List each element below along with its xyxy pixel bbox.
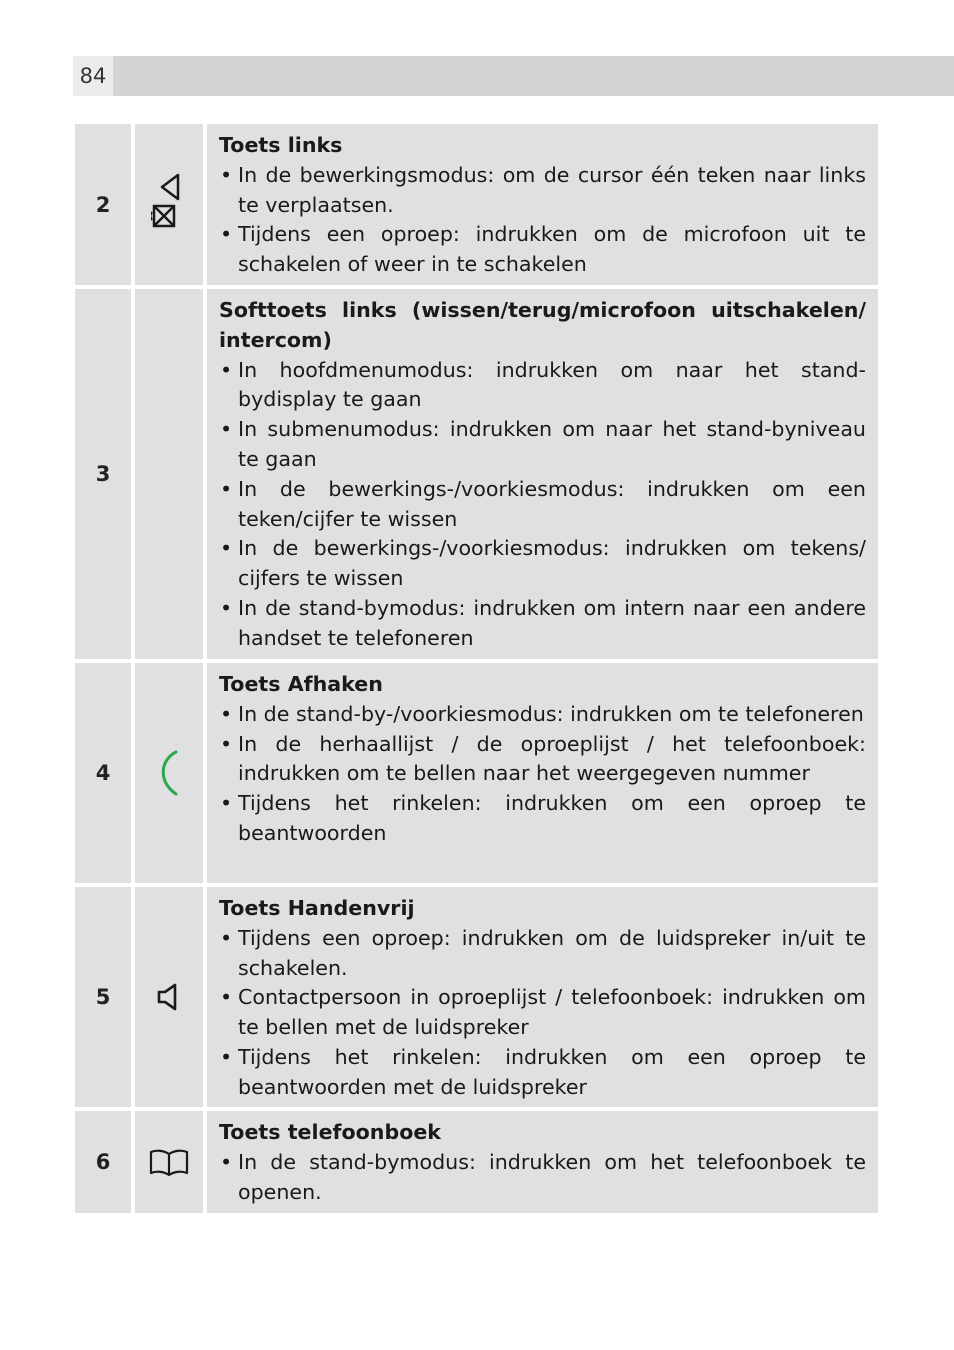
bullet-list xyxy=(219,1148,866,1208)
list-item: • Contactpersoon in oproeplijst / telefoonboek: indrukken om te bellen met de luidspreker xyxy=(219,983,866,1043)
row-description xyxy=(207,124,878,285)
left-arrow-and-mute-icon xyxy=(135,124,203,285)
list-item: • In de bewerkings-/voorkiesmodus: indrukken om tekens/ cijfers te wissen xyxy=(219,534,866,594)
row-title: Softtoets links (wissen/terug/microfoon uitschakelen/ intercom) xyxy=(219,298,866,352)
row-number: 2 xyxy=(75,124,131,285)
row-title: Toets telefoonboek xyxy=(219,1120,442,1144)
row-number: 6 xyxy=(75,1111,131,1213)
row-number: 4 xyxy=(75,663,131,883)
bullet-list xyxy=(219,356,866,654)
speaker-icon xyxy=(135,887,203,1107)
row-title: Toets links xyxy=(219,133,343,157)
list-item: • In hoofdmenumodus: indrukken om naar het stand-bydisplay te gaan xyxy=(219,356,866,416)
list-item: • In de herhaallijst / de oproeplijst / het telefoonboek: indrukken om te bellen naar het weergegeven nummer xyxy=(219,730,866,790)
key-description-table xyxy=(75,124,878,1213)
bullet-list xyxy=(219,700,866,849)
bullet-list xyxy=(219,924,866,1103)
table-row xyxy=(75,124,878,285)
icon-cell-empty xyxy=(135,289,203,659)
list-item: • Tijdens een oproep: indrukken om de microfoon uit te schakelen of weer in te schakelen xyxy=(219,220,866,280)
page-header-bar xyxy=(73,56,954,96)
page-number: 84 xyxy=(73,56,113,96)
table-row xyxy=(75,663,878,883)
list-item: • In de stand-bymodus: indrukken om intern naar een andere handset te telefoneren xyxy=(219,594,866,654)
list-item: • In de stand-bymodus: indrukken om het telefoonboek te openen. xyxy=(219,1148,866,1208)
list-item: • In de stand-by-/voorkiesmodus: indrukken om te telefoneren xyxy=(219,700,866,730)
list-item: • In de bewerkings-/voorkiesmodus: indrukken om een teken/cijfer te wissen xyxy=(219,475,866,535)
row-number: 3 xyxy=(75,289,131,659)
list-item: • In submenumodus: indrukken om naar het stand-byniveau te gaan xyxy=(219,415,866,475)
table-row xyxy=(75,1111,878,1213)
row-description xyxy=(207,1111,878,1213)
row-number: 5 xyxy=(75,887,131,1107)
row-description xyxy=(207,663,878,883)
table-row xyxy=(75,289,878,659)
table-row xyxy=(75,887,878,1107)
bullet-list xyxy=(219,161,866,280)
list-item: • Tijdens een oproep: indrukken om de luidspreker in/uit te schakelen. xyxy=(219,924,866,984)
row-title: Toets Afhaken xyxy=(219,672,383,696)
row-description xyxy=(207,289,878,659)
row-description xyxy=(207,887,878,1107)
list-item: • Tijdens het rinkelen: indrukken om een oproep te beantwoorden met de luidspreker xyxy=(219,1043,866,1103)
list-item: • In de bewerkingsmodus: om de cursor één teken naar links te verplaatsen. xyxy=(219,161,866,221)
row-title: Toets Handenvrij xyxy=(219,896,415,920)
book-icon xyxy=(135,1111,203,1213)
list-item: • Tijdens het rinkelen: indrukken om een oproep te beantwoorden xyxy=(219,789,866,849)
green-handset-icon xyxy=(135,663,203,883)
